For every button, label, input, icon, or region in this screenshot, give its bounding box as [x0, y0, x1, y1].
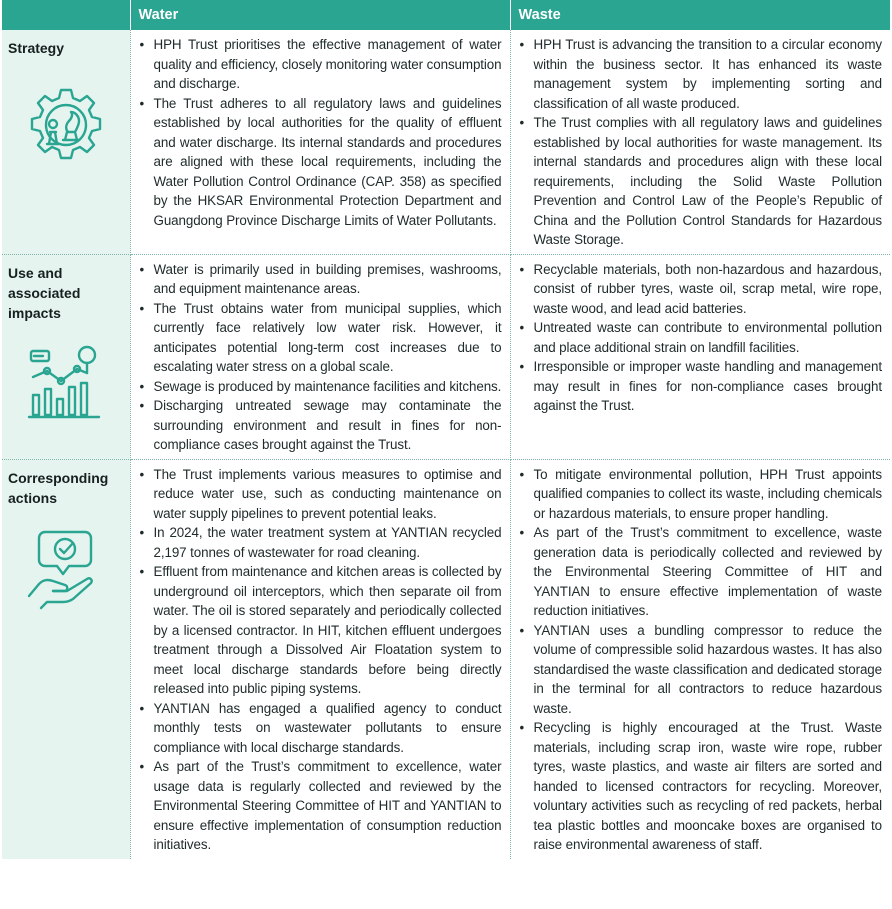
header-water: Water — [130, 0, 510, 30]
list-item: • YANTIAN has engaged a qualified agency to conduct monthly tests on wastewater pollutants to ensure compliance with local discharge standards. — [139, 699, 502, 758]
list-item: • Water is primarily used in building premises, washrooms, and equipment maintenance areas. — [139, 260, 502, 299]
list-item: • HPH Trust prioritises the effective management of water quality and efficiency, closely monitoring water consumption and discharge. — [139, 35, 502, 94]
strategy-gear-chess-icon — [25, 84, 107, 166]
table-row-strategy — [2, 30, 890, 254]
list-item: • The Trust complies with all regulatory laws and guidelines established by local authorities for waste management. Its internal standards and procedures align with these local requirements, including the Solid Waste Pollution Prevention and Control Law of the People’s Republic of China and the Pollution Control Standards for Hazardous Waste Storage. — [519, 113, 883, 250]
list-item: • Sewage is produced by maintenance facilities and kitchens. — [139, 377, 502, 397]
list-item: • Recyclable materials, both non-hazardous and hazardous, consist of rubber tyres, waste oil, scrap metal, wire rope, waste wood, and lead acid batteries. — [519, 260, 883, 319]
list-item: • HPH Trust is advancing the transition to a circular economy within the business sector. It has enhanced its waste management system by implementing sorting and classification of all waste produced. — [519, 35, 883, 113]
row-label: Strategy — [8, 40, 65, 56]
row-header-strategy — [2, 30, 130, 254]
table-header-row — [2, 0, 890, 30]
list-item: • YANTIAN uses a bundling compressor to reduce the volume of compressible solid hazardous wastes. It has also standardised the waste classification and dedicated storage in the terminal for all contractors to reduce hazardous waste. — [519, 621, 883, 719]
strategy-water-cell — [130, 30, 510, 254]
water-waste-table — [2, 0, 890, 859]
list-item: • As part of the Trust’s commitment to excellence, waste generation data is periodically collected and reviewed by the Environmental Steering Committee of HIT and YANTIAN to ensure effective implementation of waste reduction initiatives. — [519, 523, 883, 621]
header-empty-cell — [2, 0, 130, 30]
hand-checkmark-icon — [25, 526, 107, 612]
list-item: • Irresponsible or improper waste handling and management may result in fines for non-compliance cases brought against the Trust. — [519, 357, 883, 416]
row-label: Corresponding actions — [8, 469, 109, 506]
row-header-use-impacts — [2, 254, 130, 459]
use-impacts-waste-cell — [510, 254, 890, 459]
corresponding-actions-waste-cell — [510, 459, 890, 859]
list-item: • The Trust implements various measures to optimise and reduce water use, such as conducting maintenance on water supply pipelines to prevent potential leaks. — [139, 465, 502, 524]
list-item: • The Trust adheres to all regulatory laws and guidelines established by local authorities for the quality of effluent and water discharge. Its internal standards and procedures are aligned with these local requirements, including the Water Pollution Control Ordinance (CAP. 358) as specified by the HKSAR Environmental Protection Department and Guangdong Province Discharge Limits of Water Pollutants. — [139, 94, 502, 231]
analytics-chart-icon — [25, 343, 107, 425]
table-row-corresponding-actions — [2, 459, 890, 859]
table-row-use-impacts — [2, 254, 890, 459]
list-item: • As part of the Trust’s commitment to excellence, water usage data is regularly collected and reviewed by the Environmental Steering Committee of HIT and YANTIAN to ensure effective implementation of consumption reduction initiatives. — [139, 757, 502, 855]
list-item: • Effluent from maintenance and kitchen areas is collected by underground oil interceptors, which then separate oil from water. The oil is stored separately and periodically collected by a licensed contractor. In HIT, kitchen effluent undergoes treatment through a Dissolved Air Floatation system to meet local discharge standards before being directly released into public piping systems. — [139, 562, 502, 699]
list-item: • Discharging untreated sewage may contaminate the surrounding environment and result in fines for non-compliance cases brought against the Trust. — [139, 396, 502, 455]
list-item: • Untreated waste can contribute to environmental pollution and place additional strain on landfill facilities. — [519, 318, 883, 357]
use-impacts-water-cell — [130, 254, 510, 459]
row-label: Use and associated impacts — [8, 264, 81, 321]
list-item: • To mitigate environmental pollution, HPH Trust appoints qualified companies to collect its waste, including chemicals or hazardous materials, to ensure proper handling. — [519, 465, 883, 524]
row-header-corresponding-actions — [2, 459, 130, 859]
corresponding-actions-water-cell — [130, 459, 510, 859]
list-item: • In 2024, the water treatment system at YANTIAN recycled 2,197 tonnes of wastewater for road cleaning. — [139, 523, 502, 562]
list-item: • Recycling is highly encouraged at the Trust. Waste materials, including scrap iron, waste wire rope, rubber tyres, waste plastics, and waste air filters are sorted and handed to licensed contractors for recycling. Moreover, voluntary activities such as recycling of red packets, herbal tea plastic bottles and mooncake boxes are organised to raise environmental awareness of staff. — [519, 718, 883, 855]
list-item: • The Trust obtains water from municipal supplies, which currently face relatively low water risk. However, it anticipates potential long-term cost increases due to escalating water stress on a global scale. — [139, 299, 502, 377]
strategy-waste-cell — [510, 30, 890, 254]
header-waste: Waste — [510, 0, 890, 30]
